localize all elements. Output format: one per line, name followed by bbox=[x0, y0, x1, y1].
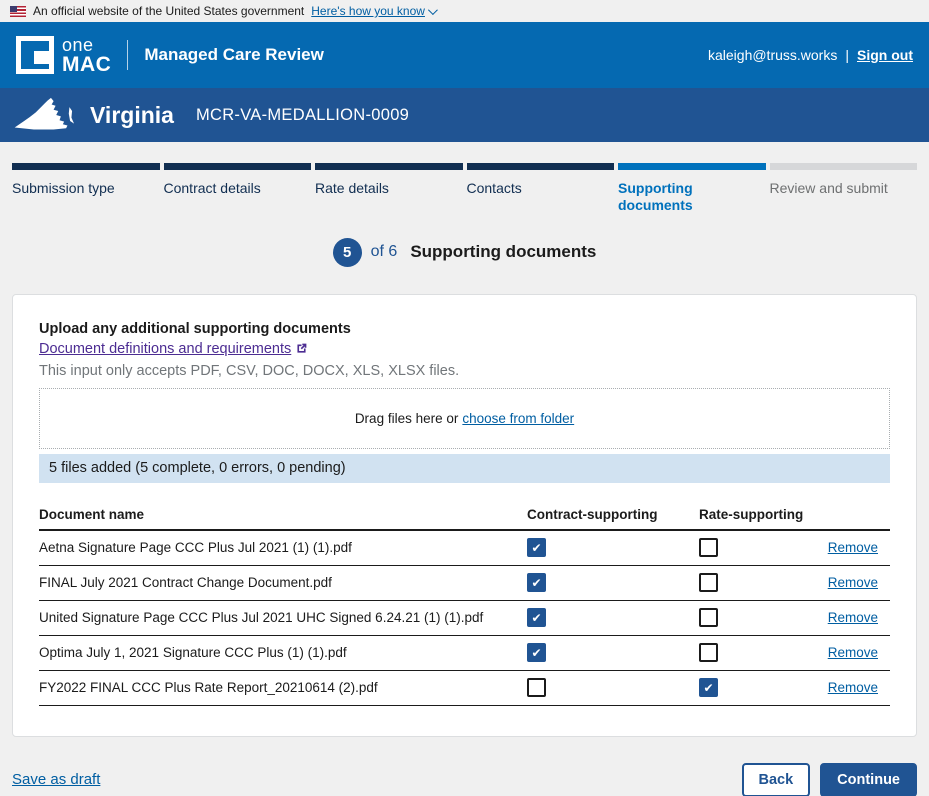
step-of-label: of 6 bbox=[370, 243, 398, 261]
progress-step-bar bbox=[618, 163, 766, 170]
onemac-logo-icon[interactable] bbox=[16, 36, 54, 74]
progress-step[interactable] bbox=[315, 163, 463, 214]
col-rate-supporting: Rate-supporting bbox=[699, 506, 804, 522]
state-name: Virginia bbox=[90, 101, 174, 128]
files-status-bar: 5 files added (5 complete, 0 errors, 0 pending) bbox=[39, 454, 890, 483]
header-separator: | bbox=[845, 47, 849, 63]
contract-supporting-checkbox[interactable] bbox=[527, 573, 546, 592]
page-footer bbox=[12, 763, 917, 796]
contract-supporting-checkbox[interactable] bbox=[527, 538, 546, 557]
progress-step-bar bbox=[12, 163, 160, 170]
progress-step-label: Supporting documents bbox=[618, 180, 693, 213]
rate-supporting-checkbox[interactable] bbox=[699, 678, 718, 697]
progress-step-label: Rate details bbox=[315, 180, 389, 196]
progress-steps bbox=[12, 163, 917, 214]
files-table bbox=[39, 501, 890, 706]
supporting-documents-card bbox=[12, 294, 917, 737]
step-indicator bbox=[0, 238, 929, 267]
progress-step-bar bbox=[770, 163, 918, 170]
dropzone-text: Drag files here or bbox=[354, 410, 459, 426]
remove-link[interactable]: Remove bbox=[827, 645, 878, 661]
progress-step[interactable] bbox=[770, 163, 918, 214]
choose-from-folder-link[interactable]: choose from folder bbox=[462, 410, 575, 426]
file-dropzone[interactable] bbox=[39, 388, 890, 449]
rate-supporting-checkbox[interactable] bbox=[699, 573, 718, 592]
document-definitions-link[interactable]: Document definitions and requirements bbox=[39, 341, 308, 357]
progress-step-label: Contacts bbox=[466, 180, 522, 196]
progress-step[interactable] bbox=[164, 163, 312, 214]
contract-supporting-checkbox[interactable] bbox=[527, 643, 546, 662]
table-row bbox=[39, 531, 890, 566]
table-row bbox=[39, 601, 890, 636]
onemac-logo-text[interactable]: one MAC bbox=[62, 34, 112, 76]
document-name: FY2022 FINAL CCC Plus Rate Report_20210614 (2).pdf bbox=[39, 680, 378, 696]
rate-supporting-checkbox[interactable] bbox=[699, 643, 718, 662]
progress-step[interactable] bbox=[467, 163, 615, 214]
header-divider bbox=[127, 40, 128, 70]
step-number-badge: 5 bbox=[333, 238, 362, 267]
remove-link[interactable]: Remove bbox=[827, 540, 878, 556]
files-table-header bbox=[39, 501, 890, 531]
progress-step-bar bbox=[164, 163, 312, 170]
table-row bbox=[39, 671, 890, 706]
document-name: FINAL July 2021 Contract Change Document.pdf bbox=[39, 575, 332, 591]
progress-step-bar bbox=[467, 163, 615, 170]
save-as-draft-link[interactable]: Save as draft bbox=[12, 771, 101, 789]
page-title: Supporting documents bbox=[410, 242, 597, 262]
sign-out-link[interactable]: Sign out bbox=[857, 47, 913, 63]
table-row bbox=[39, 566, 890, 601]
remove-link[interactable]: Remove bbox=[827, 610, 878, 626]
progress-step-label: Review and submit bbox=[769, 180, 888, 196]
us-flag-icon bbox=[10, 6, 26, 17]
chevron-down-icon bbox=[428, 5, 438, 15]
col-contract-supporting: Contract-supporting bbox=[527, 506, 658, 522]
progress-step[interactable] bbox=[12, 163, 160, 214]
rate-supporting-checkbox[interactable] bbox=[699, 608, 718, 627]
col-document-name: Document name bbox=[39, 506, 145, 522]
progress-step-label: Submission type bbox=[12, 180, 115, 196]
user-email: kaleigh@truss.works bbox=[707, 47, 838, 63]
external-link-icon bbox=[295, 342, 308, 355]
virginia-state-icon bbox=[14, 96, 80, 134]
remove-link[interactable]: Remove bbox=[827, 575, 878, 591]
app-header bbox=[0, 22, 929, 88]
app-title: Managed Care Review bbox=[144, 45, 324, 64]
file-types-hint: This input only accepts PDF, CSV, DOC, DOCX, XLS, XLSX files. bbox=[39, 362, 460, 379]
upload-heading: Upload any additional supporting documents bbox=[39, 320, 351, 337]
remove-link[interactable]: Remove bbox=[827, 680, 878, 696]
submission-id: MCR-VA-MEDALLION-0009 bbox=[195, 105, 410, 124]
gov-banner-text: An official website of the United States government bbox=[33, 4, 305, 18]
continue-button[interactable]: Continue bbox=[820, 763, 917, 796]
state-banner bbox=[0, 88, 929, 142]
contract-supporting-checkbox[interactable] bbox=[527, 678, 546, 697]
progress-step-label: Contract details bbox=[163, 180, 261, 196]
contract-supporting-checkbox[interactable] bbox=[527, 608, 546, 627]
rate-supporting-checkbox[interactable] bbox=[699, 538, 718, 557]
files-table-body bbox=[39, 531, 890, 706]
document-name: United Signature Page CCC Plus Jul 2021 UHC Signed 6.24.21 (1) (1).pdf bbox=[39, 610, 484, 626]
table-row bbox=[39, 636, 890, 671]
progress-step-bar bbox=[315, 163, 463, 170]
how-you-know-link[interactable]: Here's how you know bbox=[311, 4, 435, 18]
progress-step[interactable] bbox=[618, 163, 766, 214]
gov-banner bbox=[0, 0, 929, 22]
document-name: Optima July 1, 2021 Signature CCC Plus (1) (1).pdf bbox=[39, 645, 347, 661]
document-name: Aetna Signature Page CCC Plus Jul 2021 (1) (1).pdf bbox=[39, 540, 352, 556]
back-button[interactable]: Back bbox=[742, 763, 811, 796]
